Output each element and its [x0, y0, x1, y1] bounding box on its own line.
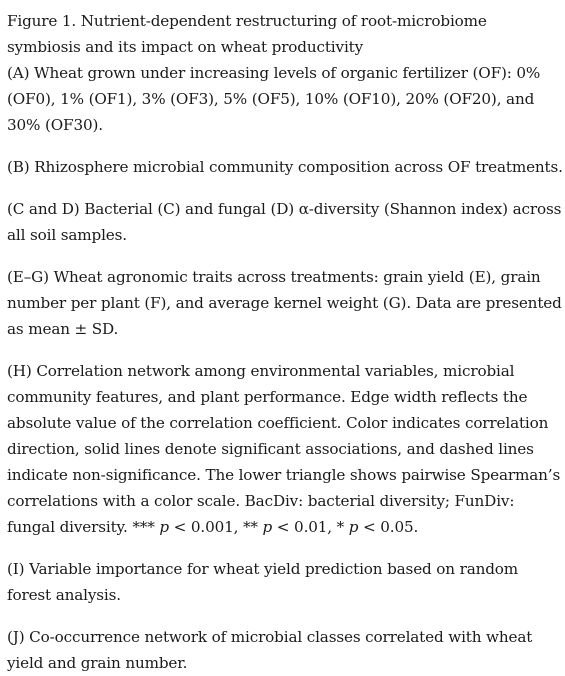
panel-cd-text: (C and D) Bacterial (C) and fungal (D) α-diversity (Shannon index) across all soil samples.: [7, 200, 562, 244]
sig-two-stars: **: [242, 518, 258, 536]
sig-one-value: < 0.05.: [358, 518, 419, 536]
panel-h-text: (H) Correlation network among environmental variables, microbial community features, and plant performance. Edge width reflects the absolute value of the correlation coefficient. Color indicates correlation direction, solid lines denote significant associations, and dashed lines indicate non-significance. The lower triangle shows pairwise Spearman’s correlations with a color scale. BacDiv: bacterial diversity; FunDiv: fungal diversity.: [7, 362, 561, 536]
sig-three-stars: ***: [132, 518, 155, 536]
sig-one-star: *: [336, 518, 345, 536]
sig-two-value: < 0.01,: [272, 518, 337, 536]
significance-legend: [132, 518, 418, 536]
p-symbol: p: [348, 518, 359, 536]
panel-i-text: (I) Variable importance for wheat yield prediction based on random forest analysis.: [7, 560, 519, 604]
panel-j-text: (J) Co-occurrence network of microbial classes correlated with wheat yield and grain number.: [7, 628, 533, 672]
figure-caption: [7, 8, 563, 676]
p-symbol: p: [159, 518, 169, 536]
panel-eg-text: (E–G) Wheat agronomic traits across treatments: grain yield (E), grain number per plant (F), and average kernel weight (G). Data are presented as mean ± SD.: [7, 268, 562, 338]
panel-b-text: (B) Rhizosphere microbial community composition across OF treatments.: [7, 158, 563, 176]
caption-title-and-panel-a: [7, 8, 563, 138]
panel-a-text: (A) Wheat grown under increasing levels of organic fertilizer (OF): 0% (OF0), 1% (OF1), 3% (OF3), 5% (OF5), 10% (OF10), 20% (OF20), and 30% (OF30).: [7, 64, 541, 134]
p-symbol: p: [262, 518, 273, 536]
figure-title: Figure 1. Nutrient-dependent restructuring of root-microbiome symbiosis and its impact on wheat productivity: [7, 12, 487, 56]
panel-h-paragraph: [7, 358, 563, 540]
sig-three-value: < 0.001,: [168, 518, 243, 536]
